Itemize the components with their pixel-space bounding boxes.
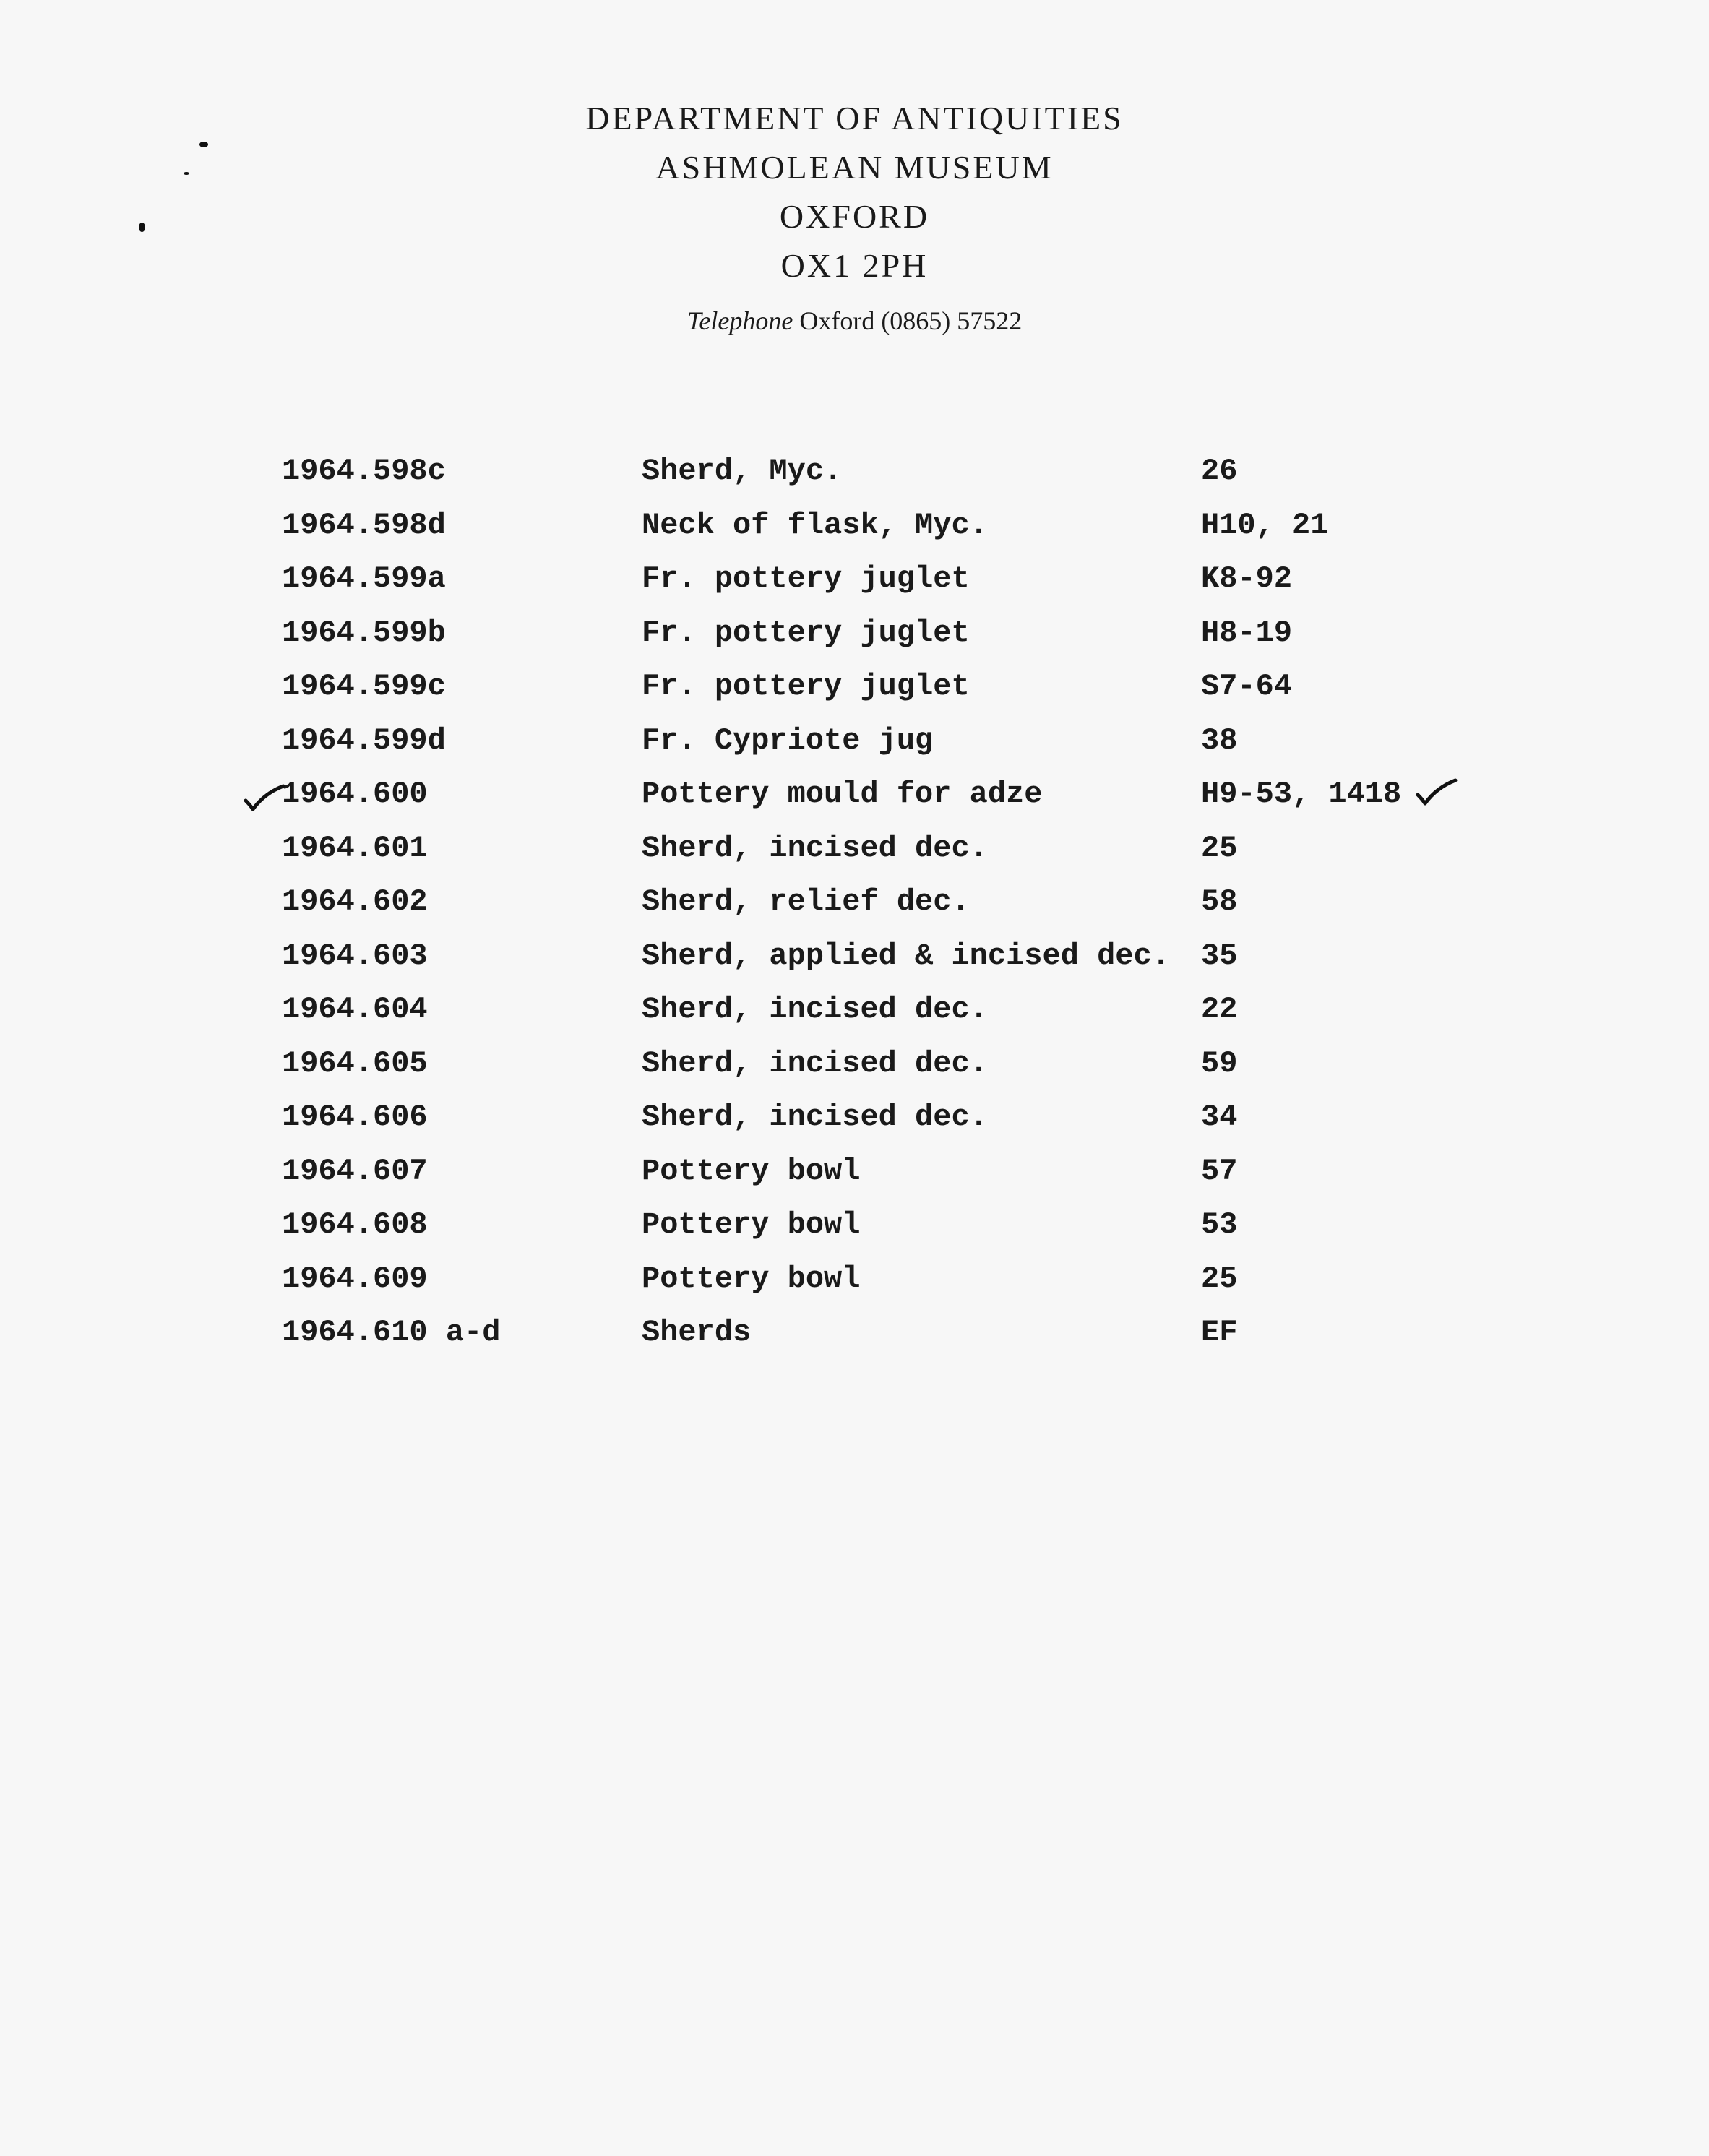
reference-number: H10, 21: [1201, 507, 1329, 543]
object-description: Sherd, incised dec.: [642, 1045, 988, 1081]
accession-number: 1964.604: [282, 992, 428, 1027]
record-row: [0, 929, 1709, 983]
record-row: [0, 714, 1709, 767]
accession-number: 1964.599a: [282, 561, 446, 596]
reference-number: 34: [1201, 1100, 1238, 1134]
object-description: Fr. Cypriote jug: [642, 723, 934, 758]
object-description: Sherd, incised dec.: [642, 830, 988, 866]
museum-name: ASHMOLEAN MUSEUM: [655, 149, 1054, 186]
checkmark-icon: [243, 783, 286, 812]
record-row: [0, 660, 1709, 713]
record-row: [0, 1144, 1709, 1198]
accession-number: 1964.601: [282, 830, 428, 866]
telephone-line: [0, 299, 1709, 342]
record-row: [0, 983, 1709, 1036]
object-description: Pottery mould for adze: [642, 777, 1043, 811]
reference-number: 57: [1201, 1153, 1238, 1189]
accession-number: 1964.598d: [282, 507, 446, 543]
object-description: Sherd, Myc.: [642, 454, 843, 488]
reference-number: 53: [1201, 1207, 1238, 1242]
reference-number: H9-53, 1418: [1201, 777, 1402, 811]
record-row: [0, 1306, 1709, 1359]
object-description: Sherd, relief dec.: [642, 884, 970, 919]
reference-number: 22: [1201, 992, 1238, 1027]
department-name: DEPARTMENT OF ANTIQUITIES: [585, 100, 1124, 137]
postcode: OX1 2PH: [780, 247, 929, 284]
accession-number: 1964.607: [282, 1153, 428, 1189]
record-row: [0, 499, 1709, 552]
accession-number: 1964.606: [282, 1100, 428, 1134]
ink-spot: [139, 223, 145, 232]
reference-number: 26: [1201, 454, 1238, 488]
reference-number: 35: [1201, 938, 1238, 973]
accession-number: 1964.600: [282, 777, 428, 811]
reference-number: H8-19: [1201, 615, 1293, 650]
object-description: Sherd, incised dec.: [642, 1100, 988, 1134]
object-description: Fr. pottery juglet: [642, 561, 970, 596]
accession-number: 1964.599c: [282, 669, 446, 704]
accession-number: 1964.598c: [282, 454, 446, 488]
accession-number: 1964.610 a-d: [282, 1315, 501, 1350]
object-description: Pottery bowl: [642, 1261, 861, 1296]
record-row: [0, 1252, 1709, 1306]
accession-number: 1964.608: [282, 1207, 428, 1242]
record-row: [0, 875, 1709, 928]
checkmark-icon: [1415, 777, 1458, 806]
reference-number: 59: [1201, 1045, 1238, 1081]
telephone-number: Oxford (0865) 57522: [799, 306, 1023, 335]
record-row: [0, 1198, 1709, 1251]
letterhead: [0, 94, 1709, 342]
record-row: [0, 767, 1709, 821]
object-description: Fr. pottery juglet: [642, 615, 970, 650]
reference-number: 25: [1201, 830, 1238, 866]
ink-spot: [199, 142, 208, 147]
record-row: [0, 552, 1709, 605]
object-description: Sherds: [642, 1315, 752, 1350]
reference-number: 25: [1201, 1261, 1238, 1296]
record-row: [0, 444, 1709, 498]
object-description: Sherd, incised dec.: [642, 992, 988, 1027]
reference-number: K8-92: [1201, 561, 1293, 596]
city: OXFORD: [779, 198, 930, 235]
accession-number: 1964.602: [282, 884, 428, 919]
record-row: [0, 822, 1709, 875]
accession-number: 1964.599d: [282, 723, 446, 758]
reference-number: 38: [1201, 723, 1238, 758]
object-description: Fr. pottery juglet: [642, 669, 970, 704]
accession-number: 1964.603: [282, 938, 428, 973]
telephone-label: Telephone: [686, 306, 793, 335]
record-row: [0, 1090, 1709, 1144]
record-row: [0, 606, 1709, 660]
object-description: Pottery bowl: [642, 1207, 861, 1242]
object-description: Neck of flask, Myc.: [642, 507, 988, 543]
reference-number: EF: [1201, 1315, 1238, 1350]
accession-number: 1964.599b: [282, 615, 446, 650]
object-description: Pottery bowl: [642, 1153, 861, 1189]
object-description: Sherd, applied & incised dec.: [642, 938, 1170, 973]
reference-number: S7-64: [1201, 669, 1293, 704]
accession-number: 1964.605: [282, 1045, 428, 1081]
reference-number: 58: [1201, 884, 1238, 919]
accession-number: 1964.609: [282, 1261, 428, 1296]
record-row: [0, 1037, 1709, 1090]
ink-spot: [184, 172, 189, 175]
